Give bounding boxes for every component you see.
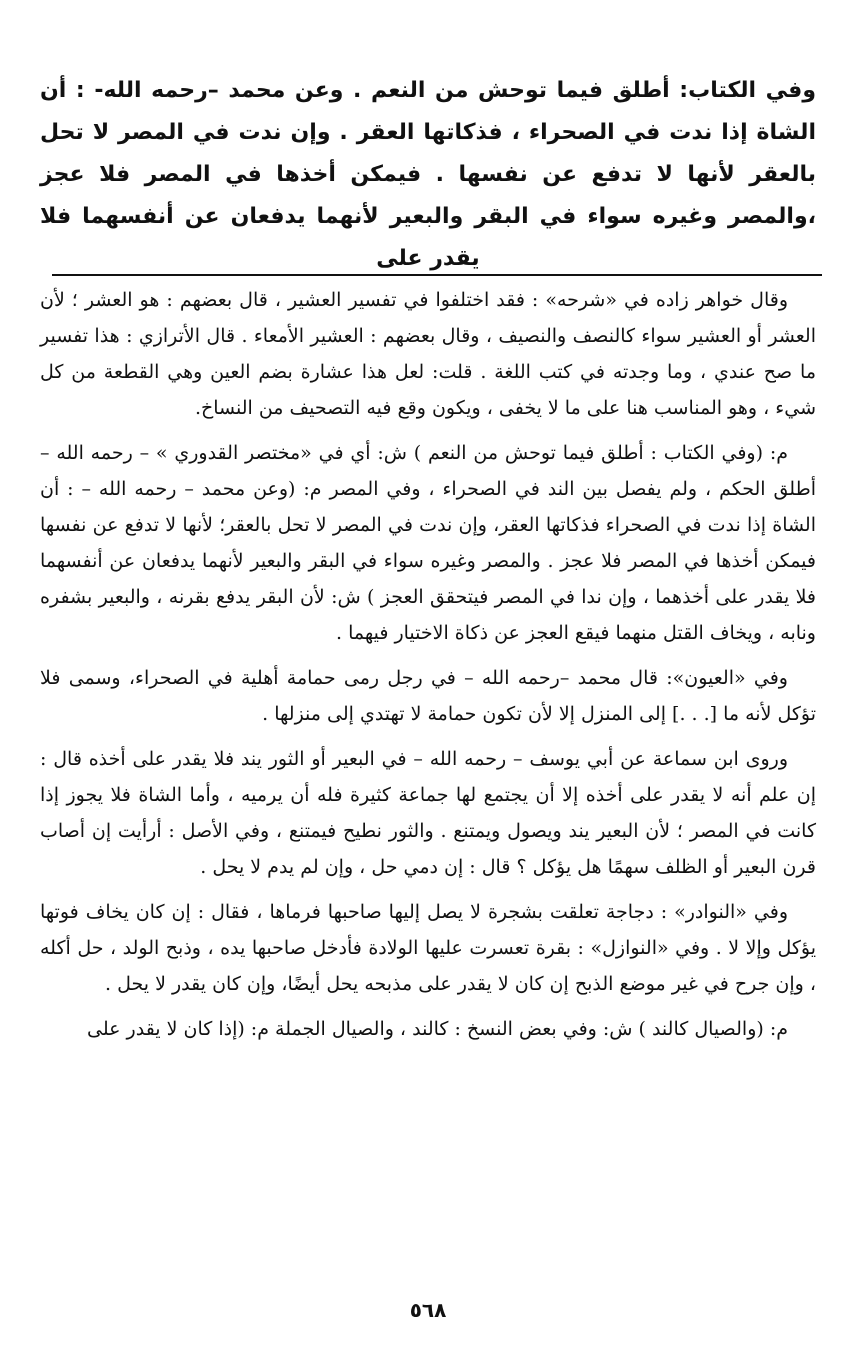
page-number: ٥٦٨ <box>409 1298 447 1322</box>
commentary-paragraph: م: (وفي الكتاب : أطلق فيما توحش من النعم ) ش: أي في «مختصر القدوري » – رحمه الله – أطلق الحكم ، ولم يفصل بين الند في الصحراء ، وفي المصر م: (وعن محمد – رحمه الله – : أن الشاة إذا ندت في الصحراء فذكاتها العقر، وإن ندت في المصر لا تحل بالعقر؛ لأنها لا تدفع عن نفسها فيمكن أخذها في المصر فلا عجز . والمصر وغيره سواء في البقر والبعير لأنهما يدفعان عن أنفسهما فلا يقدر على أخذهما ، وإن ندا في المصر فيتحقق العجز ) ش: لأن البقر يدفع بقرنه ، والبعير بشفره ونابه ، ويخاف القتل منهما فيقع العجز عن ذكاة الاختيار فيهما . <box>40 442 816 644</box>
main-matn-text: وفي الكتاب: أطلق فيما توحش من النعم . وعن محمد –رحمه الله- : أن الشاة إذا ندت في الصحراء ، فذكاتها العقر . وإن ندت في المصر لا تحل بالعقر لأنها لا تدفع عن نفسها . فيمكن أخذها في المصر فلا عجز ،والمصر وغيره سواء في البقر والبعير لأنهما يدفعان عن أنفسهما فلا يقدر على <box>40 78 816 271</box>
commentary-section <box>40 282 816 1056</box>
commentary-paragraph: وقال خواهر زاده في «شرحه» : فقد اختلفوا في تفسير العشير ، قال بعضهم : هو العشر ؛ لأن العشر أو العشير سواء كالنصف والنصيف ، وقال بعضهم : العشير الأمعاء . قال الأترازي : هذا تفسير ما صح عندي ، وما وجدته في كتب اللغة . قلت: لعل هذا عشارة بضم العين وهي القطعة من كل شيء ، وهو المناسب هنا على ما لا يخفى ، ويكون وقع فيه التصحيف من النساخ. <box>40 289 816 419</box>
commentary-paragraph: وفي «النوادر» : دجاجة تعلقت بشجرة لا يصل إليها صاحبها فرماها ، فقال : إن كان يخاف فوتها يؤكل وإلا لا . وفي «النوازل» : بقرة تعسرت عليها الولادة فأدخل صاحبها يده ، وذبح الولد ، حل أكله ، وإن جرح في غير موضع الذبح إن كان لا يقدر على مذبحه يحل أيضًا، وإن كان يقدر لا يحل . <box>40 901 816 995</box>
commentary-paragraph: م: (والصيال كالند ) ش: وفي بعض النسخ : كالند ، والصيال الجملة م: (إذا كان لا يقدر على <box>87 1018 788 1040</box>
commentary-paragraph: وفي «العيون»: قال محمد –رحمه الله – في رجل رمى حمامة أهلية في الصحراء، وسمى فلا تؤكل لأنه ما [. . .] إلى المنزل إلا لأن تكون حمامة لا تهتدي إلى منزلها . <box>40 667 816 725</box>
separator-rule <box>52 274 822 276</box>
commentary-paragraph: وروى ابن سماعة عن أبي يوسف – رحمه الله – في البعير أو الثور يند فلا يقدر على أخذه قال : إن علم أنه لا يقدر على أخذه إلا أن يجتمع لها جماعة كثيرة فله أن يرميه ، وأما الشاة فلا يجوز إذا كانت في المصر ؛ لأن البعير يند ويصول ويمتنع . والثور نطيح فيمتنع ، وفي الأصل : أرأيت إن أصاب قرن البعير أو الظلف سهمًا هل يؤكل ؟ قال : إن دمي حل ، وإن لم يدم لا يحل . <box>40 748 816 878</box>
